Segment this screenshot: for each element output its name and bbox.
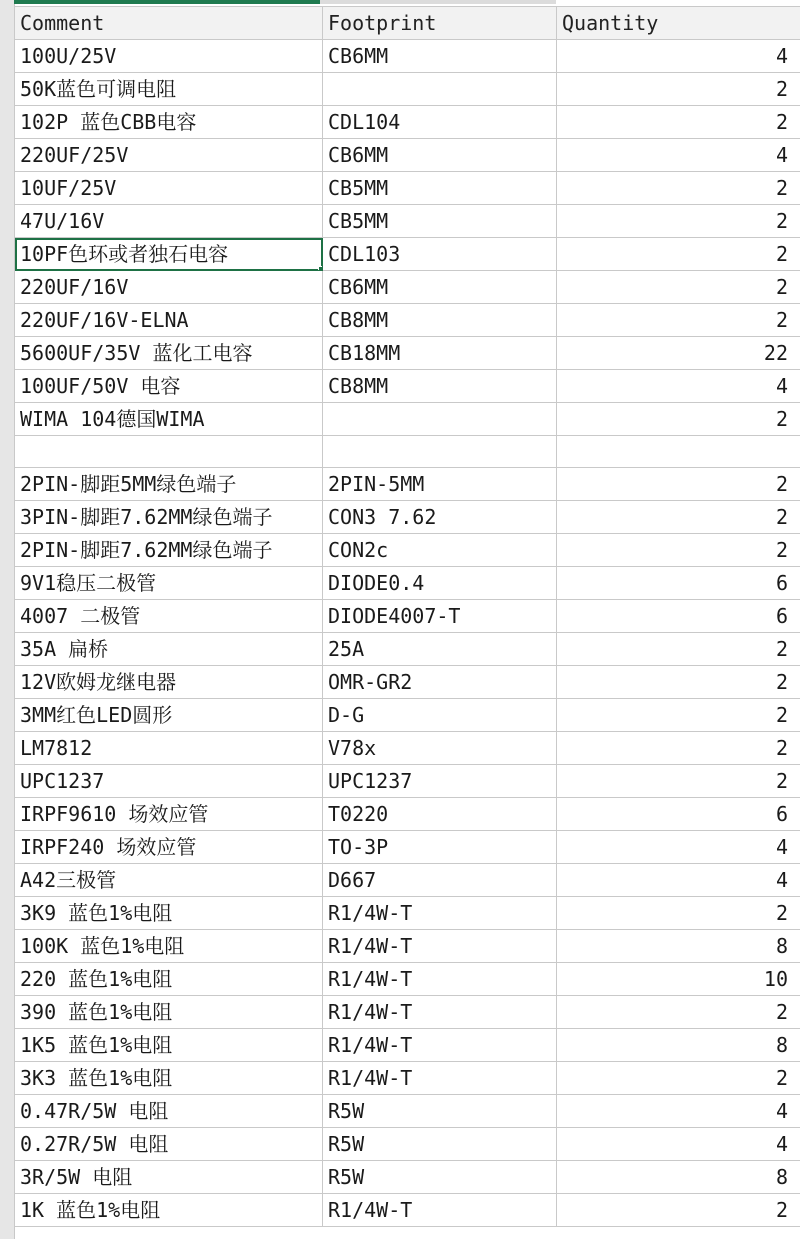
cell-comment[interactable]: 4007 二极管 bbox=[15, 600, 323, 633]
cell-footprint[interactable]: CB6MM bbox=[323, 139, 557, 172]
cell-quantity[interactable]: 8 bbox=[557, 1029, 800, 1062]
cell-footprint[interactable]: D-G bbox=[323, 699, 557, 732]
cell-footprint[interactable]: R1/4W-T bbox=[323, 1029, 557, 1062]
cell-footprint[interactable]: R1/4W-T bbox=[323, 1194, 557, 1227]
cell-footprint[interactable]: CON3 7.62 bbox=[323, 501, 557, 534]
cell-footprint[interactable]: TO-3P bbox=[323, 831, 557, 864]
cell-quantity[interactable]: 4 bbox=[557, 1128, 800, 1161]
cell-footprint[interactable]: CB18MM bbox=[323, 337, 557, 370]
table-row bbox=[15, 304, 800, 337]
table-row bbox=[15, 139, 800, 172]
table-row bbox=[15, 1128, 800, 1161]
table-row bbox=[15, 633, 800, 666]
cell-footprint[interactable]: CB6MM bbox=[323, 40, 557, 73]
cell-quantity[interactable]: 6 bbox=[557, 798, 800, 831]
cell-comment[interactable]: WIMA 104德国WIMA bbox=[15, 403, 323, 436]
cell-comment[interactable]: 1K5 蓝色1%电阻 bbox=[15, 1029, 323, 1062]
table-row bbox=[15, 40, 800, 73]
table-row bbox=[15, 1062, 800, 1095]
cell-quantity[interactable]: 2 bbox=[557, 73, 800, 106]
cell-quantity[interactable]: 2 bbox=[557, 304, 800, 337]
cell-comment[interactable]: A42三极管 bbox=[15, 864, 323, 897]
cell-comment[interactable]: IRPF9610 场效应管 bbox=[15, 798, 323, 831]
cell-footprint[interactable]: CB5MM bbox=[323, 205, 557, 238]
table-row bbox=[15, 172, 800, 205]
cell-footprint[interactable]: DIODE0.4 bbox=[323, 567, 557, 600]
row-header-gutter[interactable] bbox=[0, 0, 15, 1239]
cell-comment[interactable]: 50K蓝色可调电阻 bbox=[15, 73, 323, 106]
cell-footprint[interactable]: R1/4W-T bbox=[323, 897, 557, 930]
table-row bbox=[15, 73, 800, 106]
cell-quantity[interactable]: 10 bbox=[557, 963, 800, 996]
cell-quantity[interactable]: 2 bbox=[557, 666, 800, 699]
cell-comment-selected[interactable]: 10PF色环或者独石电容 bbox=[15, 238, 323, 271]
cell-comment[interactable]: 2PIN-脚距5MM绿色端子 bbox=[15, 468, 323, 501]
cell-comment[interactable]: 12V欧姆龙继电器 bbox=[15, 666, 323, 699]
table-row bbox=[15, 501, 800, 534]
cell-quantity[interactable]: 2 bbox=[557, 172, 800, 205]
table-row bbox=[15, 897, 800, 930]
cell-comment[interactable]: 390 蓝色1%电阻 bbox=[15, 996, 323, 1029]
table-row bbox=[15, 666, 800, 699]
cell-quantity[interactable]: 2 bbox=[557, 238, 800, 271]
column-header-highlight bbox=[14, 0, 320, 4]
cell-comment[interactable]: IRPF240 场效应管 bbox=[15, 831, 323, 864]
cell-comment[interactable]: 100U/25V bbox=[15, 40, 323, 73]
cell-comment[interactable] bbox=[15, 436, 323, 468]
cell-quantity[interactable]: 2 bbox=[557, 501, 800, 534]
cell-comment[interactable]: 35A 扁桥 bbox=[15, 633, 323, 666]
table-row bbox=[15, 963, 800, 996]
cell-comment[interactable]: 3K9 蓝色1%电阻 bbox=[15, 897, 323, 930]
cell-footprint[interactable]: CB8MM bbox=[323, 370, 557, 403]
cell-comment[interactable]: 3PIN-脚距7.62MM绿色端子 bbox=[15, 501, 323, 534]
cell-comment[interactable]: 102P 蓝色CBB电容 bbox=[15, 106, 323, 139]
cell-quantity[interactable]: 2 bbox=[557, 633, 800, 666]
cell-quantity[interactable]: 2 bbox=[557, 765, 800, 798]
cell-quantity[interactable]: 6 bbox=[557, 567, 800, 600]
cell-footprint[interactable]: UPC1237 bbox=[323, 765, 557, 798]
cell-comment[interactable]: 1K 蓝色1%电阻 bbox=[15, 1194, 323, 1227]
table-row bbox=[15, 930, 800, 963]
cell-footprint[interactable]: CDL104 bbox=[323, 106, 557, 139]
table-body bbox=[15, 40, 800, 1227]
table-row bbox=[15, 831, 800, 864]
header-footprint[interactable]: Footprint bbox=[323, 7, 557, 40]
table-row bbox=[15, 337, 800, 370]
cell-comment[interactable]: UPC1237 bbox=[15, 765, 323, 798]
cell-comment[interactable]: 3R/5W 电阻 bbox=[15, 1161, 323, 1194]
table-row bbox=[15, 732, 800, 765]
table-row bbox=[15, 765, 800, 798]
table-row bbox=[15, 996, 800, 1029]
cell-quantity[interactable]: 2 bbox=[557, 897, 800, 930]
table-row bbox=[15, 699, 800, 732]
cell-footprint[interactable]: T0220 bbox=[323, 798, 557, 831]
table-row bbox=[15, 567, 800, 600]
cell-footprint[interactable] bbox=[323, 436, 557, 468]
cell-footprint[interactable]: CON2c bbox=[323, 534, 557, 567]
fill-handle[interactable] bbox=[318, 266, 323, 271]
cell-quantity[interactable]: 2 bbox=[557, 205, 800, 238]
cell-comment[interactable]: 10UF/25V bbox=[15, 172, 323, 205]
table-row bbox=[15, 106, 800, 139]
cell-comment[interactable]: 47U/16V bbox=[15, 205, 323, 238]
cell-footprint[interactable] bbox=[323, 73, 557, 106]
table-row bbox=[15, 205, 800, 238]
column-header-strip bbox=[320, 0, 556, 4]
cell-comment[interactable]: 3MM红色LED圆形 bbox=[15, 699, 323, 732]
cell-footprint[interactable]: DIODE4007-T bbox=[323, 600, 557, 633]
cell-quantity[interactable]: 2 bbox=[557, 106, 800, 139]
table-row bbox=[15, 238, 800, 271]
cell-footprint[interactable]: V78x bbox=[323, 732, 557, 765]
cell-quantity[interactable]: 4 bbox=[557, 139, 800, 172]
cell-footprint[interactable]: R5W bbox=[323, 1128, 557, 1161]
cell-footprint[interactable]: D667 bbox=[323, 864, 557, 897]
bom-table bbox=[14, 6, 800, 1227]
cell-comment[interactable]: 220UF/25V bbox=[15, 139, 323, 172]
table-row bbox=[15, 403, 800, 436]
cell-quantity[interactable]: 4 bbox=[557, 1095, 800, 1128]
cell-quantity[interactable]: 2 bbox=[557, 1062, 800, 1095]
cell-quantity[interactable]: 2 bbox=[557, 468, 800, 501]
cell-footprint[interactable]: R1/4W-T bbox=[323, 1062, 557, 1095]
header-comment[interactable]: Comment bbox=[15, 7, 323, 40]
cell-footprint[interactable]: R1/4W-T bbox=[323, 963, 557, 996]
table-row bbox=[15, 864, 800, 897]
table-row bbox=[15, 1194, 800, 1227]
cell-quantity[interactable]: 8 bbox=[557, 1161, 800, 1194]
cell-footprint[interactable]: R1/4W-T bbox=[323, 996, 557, 1029]
cell-quantity[interactable]: 2 bbox=[557, 699, 800, 732]
cell-quantity[interactable]: 4 bbox=[557, 864, 800, 897]
cell-quantity[interactable]: 8 bbox=[557, 930, 800, 963]
cell-comment[interactable]: 220UF/16V bbox=[15, 271, 323, 304]
cell-quantity[interactable]: 4 bbox=[557, 370, 800, 403]
cell-footprint[interactable]: 2PIN-5MM bbox=[323, 468, 557, 501]
header-row bbox=[15, 7, 800, 40]
cell-quantity[interactable]: 2 bbox=[557, 996, 800, 1029]
cell-footprint[interactable]: OMR-GR2 bbox=[323, 666, 557, 699]
cell-footprint[interactable]: CB8MM bbox=[323, 304, 557, 337]
cell-comment[interactable]: 2PIN-脚距7.62MM绿色端子 bbox=[15, 534, 323, 567]
cell-quantity[interactable]: 4 bbox=[557, 831, 800, 864]
table-row bbox=[15, 1029, 800, 1062]
table-row bbox=[15, 370, 800, 403]
cell-footprint[interactable]: CB5MM bbox=[323, 172, 557, 205]
table-row bbox=[15, 271, 800, 304]
cell-footprint[interactable]: 25A bbox=[323, 633, 557, 666]
cell-comment[interactable]: 9V1稳压二极管 bbox=[15, 567, 323, 600]
cell-footprint[interactable]: R1/4W-T bbox=[323, 930, 557, 963]
cell-comment[interactable]: 220 蓝色1%电阻 bbox=[15, 963, 323, 996]
cell-comment[interactable]: 220UF/16V-ELNA bbox=[15, 304, 323, 337]
table-row bbox=[15, 436, 800, 468]
cell-quantity[interactable]: 2 bbox=[557, 271, 800, 304]
cell-quantity[interactable]: 2 bbox=[557, 534, 800, 567]
cell-footprint[interactable]: CDL103 bbox=[323, 238, 557, 271]
table-row bbox=[15, 1095, 800, 1128]
cell-comment[interactable]: 0.47R/5W 电阻 bbox=[15, 1095, 323, 1128]
cell-footprint[interactable]: R5W bbox=[323, 1161, 557, 1194]
cell-quantity[interactable]: 6 bbox=[557, 600, 800, 633]
table-row bbox=[15, 600, 800, 633]
cell-quantity[interactable]: 4 bbox=[557, 40, 800, 73]
cell-comment[interactable]: 100K 蓝色1%电阻 bbox=[15, 930, 323, 963]
cell-footprint[interactable] bbox=[323, 403, 557, 436]
cell-comment[interactable]: LM7812 bbox=[15, 732, 323, 765]
cell-footprint[interactable]: CB6MM bbox=[323, 271, 557, 304]
cell-quantity[interactable] bbox=[557, 436, 800, 468]
table-row bbox=[15, 534, 800, 567]
cell-quantity[interactable]: 2 bbox=[557, 732, 800, 765]
cell-comment[interactable]: 3K3 蓝色1%电阻 bbox=[15, 1062, 323, 1095]
cell-footprint[interactable]: R5W bbox=[323, 1095, 557, 1128]
cell-quantity[interactable]: 22 bbox=[557, 337, 800, 370]
cell-comment[interactable]: 5600UF/35V 蓝化工电容 bbox=[15, 337, 323, 370]
table-row bbox=[15, 468, 800, 501]
table-row bbox=[15, 798, 800, 831]
cell-comment[interactable]: 0.27R/5W 电阻 bbox=[15, 1128, 323, 1161]
cell-quantity[interactable]: 2 bbox=[557, 1194, 800, 1227]
header-quantity[interactable]: Quantity bbox=[557, 7, 800, 40]
cell-comment[interactable]: 100UF/50V 电容 bbox=[15, 370, 323, 403]
table-row bbox=[15, 1161, 800, 1194]
cell-quantity[interactable]: 2 bbox=[557, 403, 800, 436]
